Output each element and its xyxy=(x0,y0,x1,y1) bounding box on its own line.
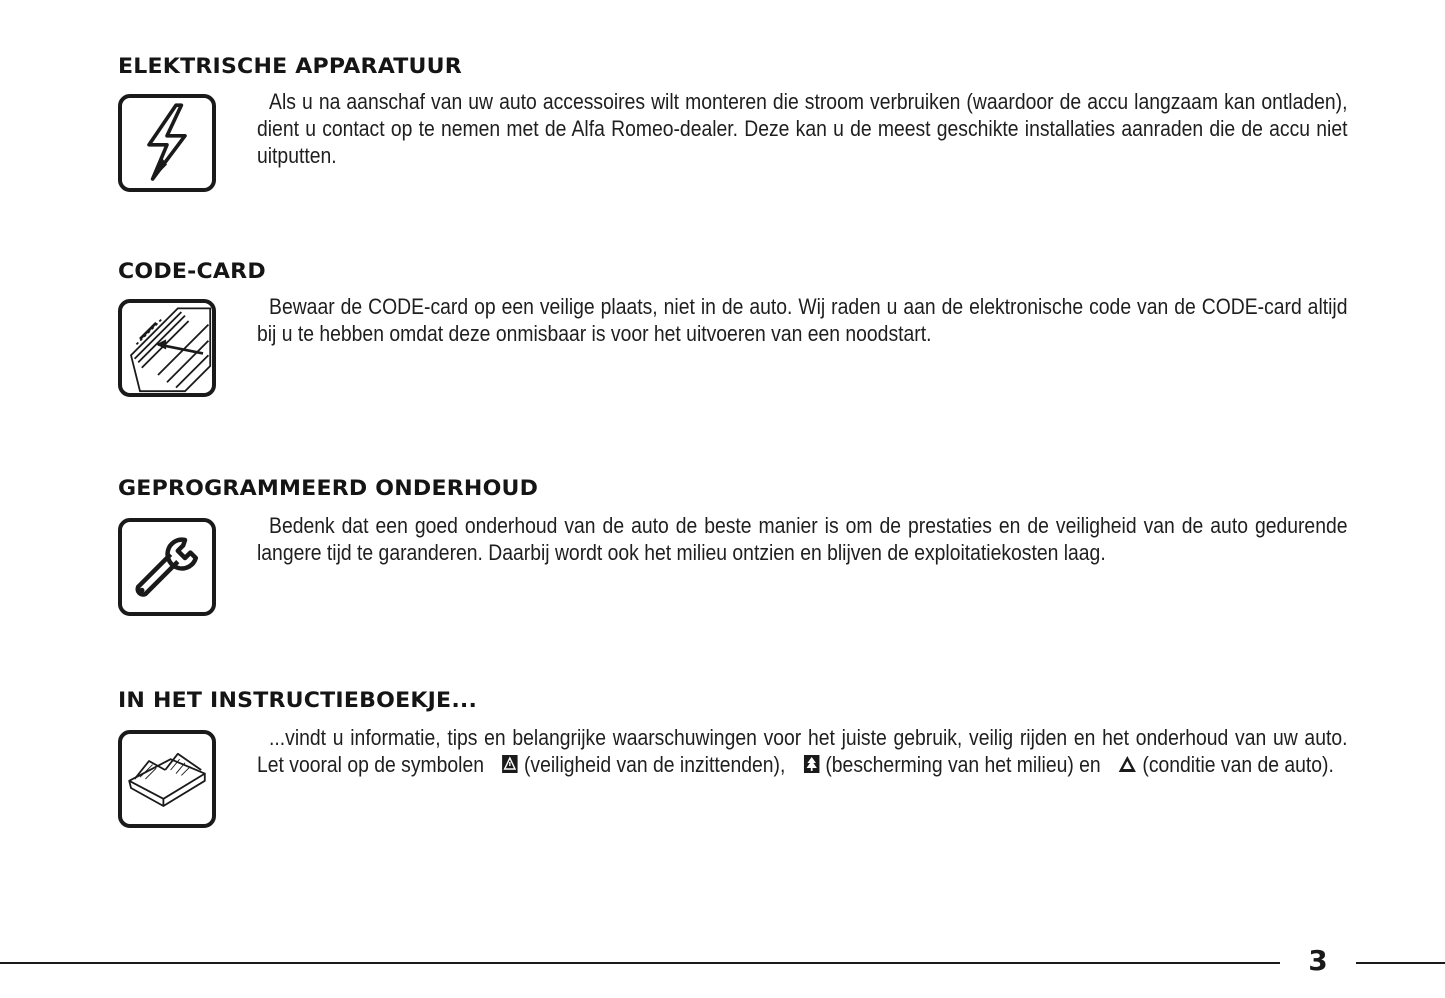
section-electrical-equipment xyxy=(118,52,1350,198)
wrench-icon xyxy=(118,518,216,616)
manual-text-part-1: ...vindt u informatie, tips en belangrijke waarschuwingen voor het juiste gebruik, veilig rijden en het onderhoud van uw auto. Let vooral op de symbolen xyxy=(257,725,1348,777)
footer-rule-left xyxy=(0,962,1280,964)
manual-text-part-2: (veiligheid van de inzittenden), xyxy=(518,752,791,777)
vehicle-condition-symbol-icon xyxy=(1106,753,1137,780)
manual-text-part-4: (conditie van de auto). xyxy=(1137,752,1334,777)
lightning-bolt-icon xyxy=(118,94,216,192)
footer-rule-right xyxy=(1356,962,1445,964)
section-code-card xyxy=(118,257,1350,403)
section-in-the-manual xyxy=(118,686,1350,832)
section-scheduled-maintenance xyxy=(118,474,1350,620)
page-number: 3 xyxy=(1308,944,1328,977)
section-text: Als u na aanschaf van uw auto accessoires wilt monteren die stroom verbruiken (waardoor de accu langzaam kan ontladen), dient u contact op te nemen met de Alfa Romeo-dealer. Deze kan u de meest geschikte installaties aanraden die de accu niet uitputten. xyxy=(257,89,1348,168)
section-heading: IN HET INSTRUCTIEBOEKJE... xyxy=(118,688,478,712)
section-heading: CODE-CARD xyxy=(118,259,266,283)
section-heading: GEPROGRAMMEERD ONDERHOUD xyxy=(118,476,539,500)
manual-text-part-3: (bescherming van het milieu) en xyxy=(819,752,1107,777)
environment-protection-symbol-icon xyxy=(791,753,820,780)
section-text xyxy=(257,724,1347,780)
code-card-notebook-icon xyxy=(118,299,216,397)
occupant-safety-symbol-icon xyxy=(489,753,518,780)
section-text: Bewaar de CODE-card op een veilige plaats, niet in de auto. Wij raden u aan de elektronische code van de CODE-card altijd bij u te hebben omdat deze onmisbaar is voor het uitvoeren van een noodstart. xyxy=(257,294,1348,346)
open-book-icon xyxy=(118,730,216,828)
section-heading: ELEKTRISCHE APPARATUUR xyxy=(118,54,462,78)
section-text: Bedenk dat een goed onderhoud van de auto de beste manier is om de prestaties en de veiligheid van de auto gedurende langere tijd te garanderen. Daarbij wordt ook het milieu ontzien en blijven de exploitatiekosten laag. xyxy=(257,513,1348,565)
